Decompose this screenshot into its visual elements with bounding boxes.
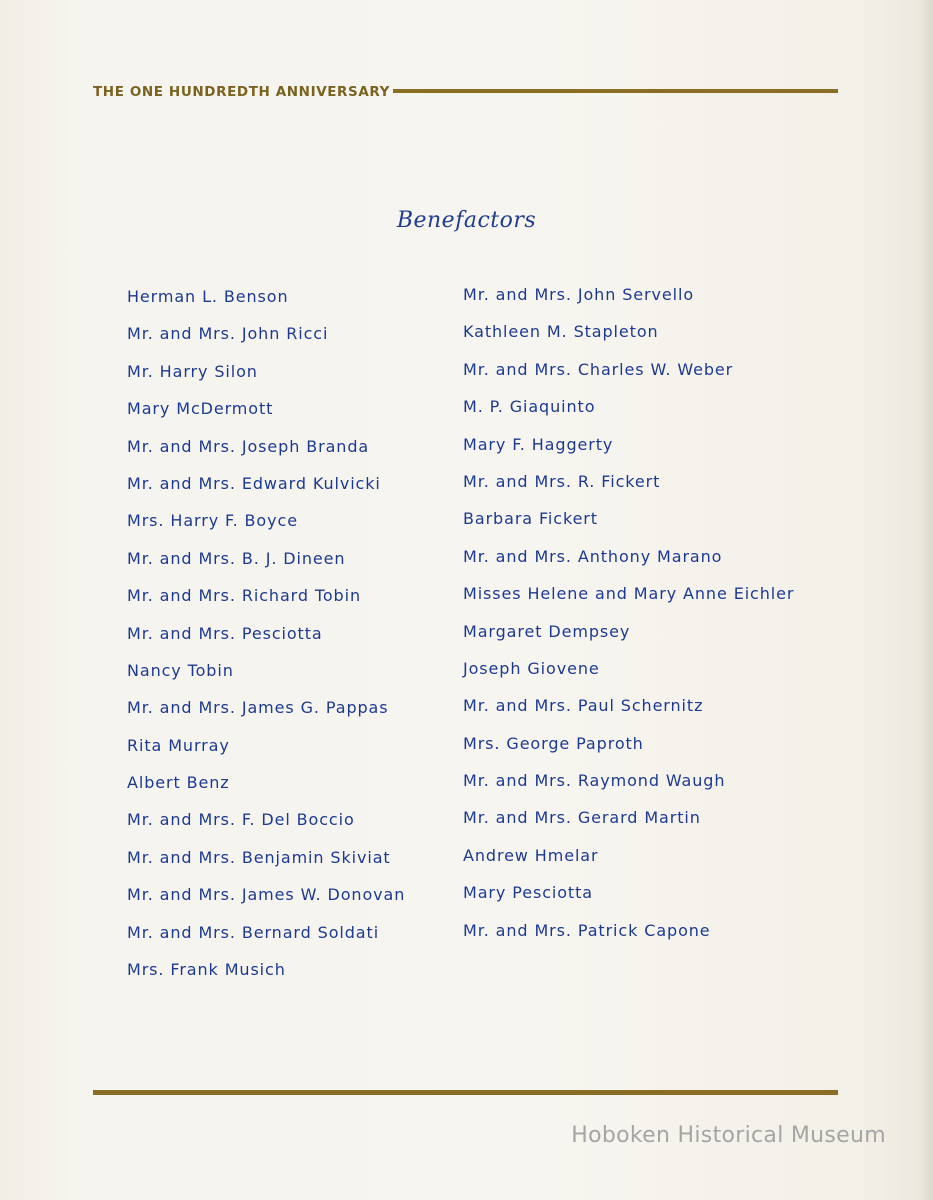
footer-rule: [93, 1090, 838, 1095]
page-header: [93, 82, 838, 104]
list-item: Mr. and Mrs. James G. Pappas: [127, 698, 389, 718]
header-title: THE ONE HUNDREDTH ANNIVERSARY: [93, 84, 391, 100]
list-item: Mr. and Mrs. John Ricci: [127, 324, 329, 344]
museum-watermark: Hoboken Historical Museum: [571, 1123, 886, 1148]
list-item: Kathleen M. Stapleton: [463, 322, 659, 342]
list-item: Mary McDermott: [127, 399, 274, 419]
list-item: Mr. and Mrs. Gerard Martin: [463, 808, 701, 828]
list-item: Margaret Dempsey: [463, 621, 631, 641]
page-edge-shadow: [919, 0, 933, 1200]
list-item: Barbara Fickert: [463, 509, 598, 529]
list-item: Mr. and Mrs. Bernard Soldati: [127, 922, 380, 942]
header-rule: [393, 89, 838, 93]
list-item: Mary Pesciotta: [463, 883, 593, 903]
list-item: Mr. and Mrs. Richard Tobin: [127, 586, 361, 606]
list-item: Mr. and Mrs. Patrick Capone: [463, 920, 711, 940]
list-item: Mr. and Mrs. F. Del Boccio: [127, 810, 355, 830]
list-item: Mr. and Mrs. Joseph Branda: [127, 436, 370, 456]
list-item: Mrs. George Paproth: [463, 733, 644, 753]
list-item: Mr. and Mrs. Raymond Waugh: [463, 771, 726, 791]
list-item: Joseph Giovene: [463, 658, 600, 678]
list-item: Mr. and Mrs. Pesciotta: [127, 623, 323, 643]
list-item: Misses Helene and Mary Anne Eichler: [463, 584, 795, 604]
list-item: Mr. and Mrs. B. J. Dineen: [127, 548, 346, 568]
list-item: Herman L. Benson: [127, 287, 289, 306]
benefactors-left-column: [127, 282, 447, 992]
list-item: Mr. and Mrs. Benjamin Skiviat: [127, 847, 391, 867]
list-item: Albert Benz: [127, 773, 230, 793]
list-item: Mr. and Mrs. John Servello: [463, 285, 695, 304]
list-item: Nancy Tobin: [127, 660, 234, 680]
list-item: Mr. and Mrs. James W. Donovan: [127, 885, 406, 905]
list-item: Mrs. Harry F. Boyce: [127, 511, 298, 531]
list-item: Mr. and Mrs. R. Fickert: [463, 471, 661, 491]
list-item: Mr. Harry Silon: [127, 361, 258, 381]
list-item: M. P. Giaquinto: [463, 397, 596, 417]
list-item: Mr. and Mrs. Anthony Marano: [463, 546, 723, 566]
section-title: Benefactors: [396, 208, 537, 233]
list-item: Andrew Hmelar: [463, 845, 599, 865]
list-item: Mr. and Mrs. Charles W. Weber: [463, 359, 734, 379]
list-item: Rita Murray: [127, 735, 230, 755]
list-item: Mrs. Frank Musich: [127, 960, 286, 980]
benefactors-right-column: [463, 280, 843, 953]
list-item: Mr. and Mrs. Paul Schernitz: [463, 696, 704, 716]
list-item: Mr. and Mrs. Edward Kulvicki: [127, 473, 381, 493]
list-item: Mary F. Haggerty: [463, 434, 614, 454]
